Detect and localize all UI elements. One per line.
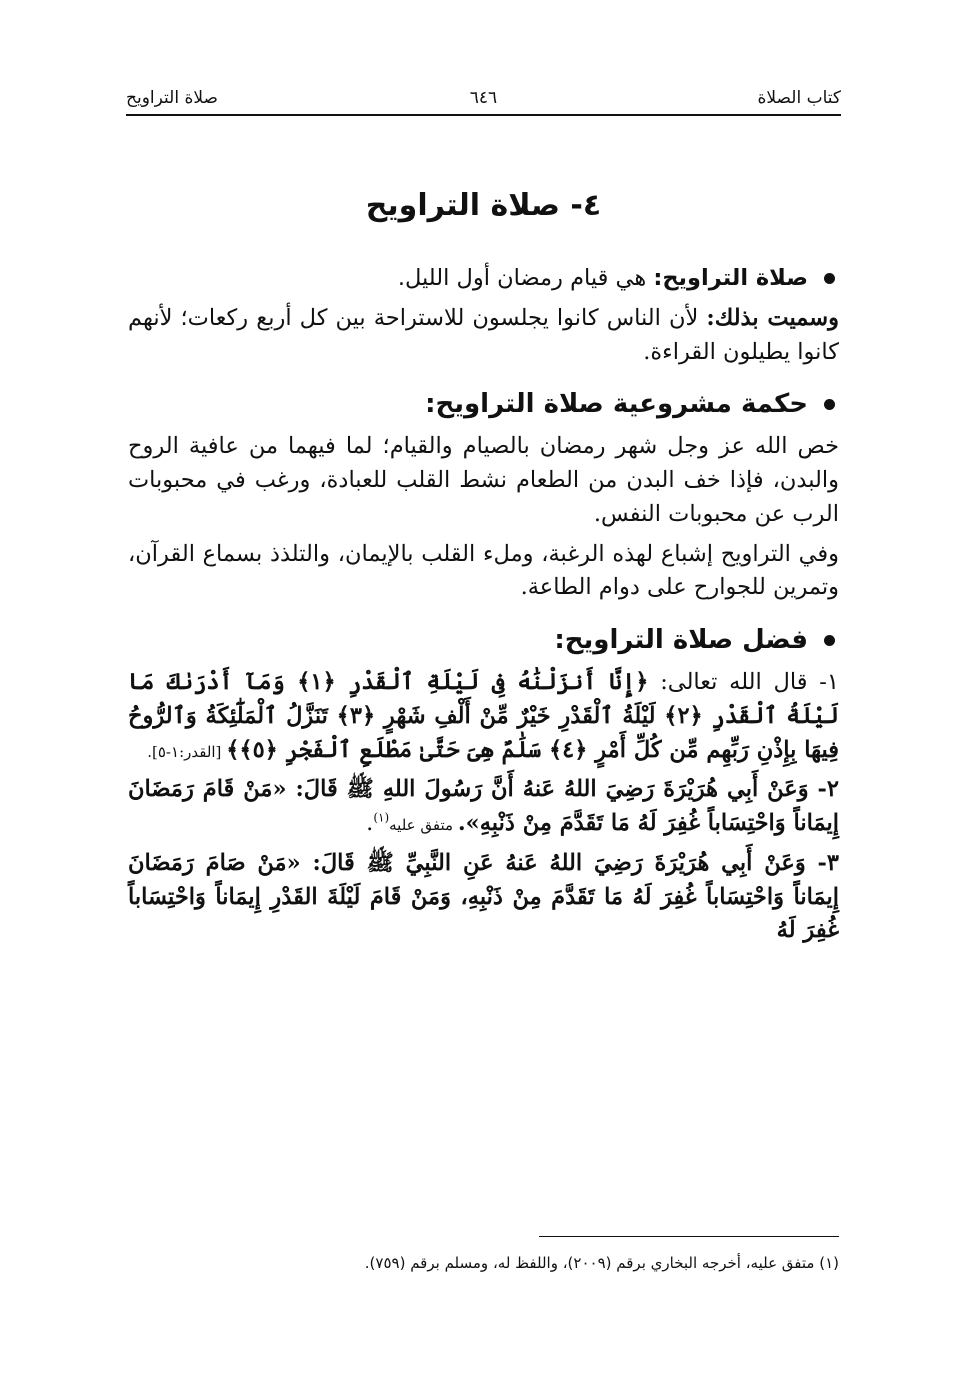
bullet-icon: [824, 399, 835, 410]
definition-line: [128, 262, 835, 296]
page-number: ٦٤٦: [469, 88, 498, 108]
book-title: كتاب الصلاة: [757, 88, 841, 108]
surah-reference: [القدر:١-٥].: [147, 742, 227, 761]
hadith-2-text: ٣- وَعَنْ أَبِي هُرَيْرَةَ رَضِيَ اللهُ عَنهُ عَنِ النَّبِيِّ ﷺ قَالَ: «مَنْ صَامَ رَمَضَانَ إِيمَاناً وَاحْتِسَاباً غُفِرَ لَهُ مَا تَقَدَّمَ مِنْ ذَنْبِهِ، وَمَنْ قَامَ لَيْلَةَ القَدْرِ إِيمَاناً وَاحْتِسَاباً غُفِرَ لَهُ: [128, 849, 839, 944]
definition-text: هي قيام رمضان أول الليل.: [397, 265, 654, 291]
wisdom-heading-line: [128, 385, 835, 424]
main-content: [128, 262, 839, 948]
footnote-divider: [539, 1236, 839, 1237]
wisdom-heading: حكمة مشروعية صلاة التراويح:: [425, 389, 808, 420]
section-title: صلاة التراويح: [126, 88, 218, 108]
hadith-1-source: متفق عليه: [389, 816, 458, 834]
virtue-item-2: ٢- وَعَنْ أَبِي هُرَيْرَةَ رَضِيَ اللهُ عَنهُ أَنَّ رَسُولَ اللهِ ﷺ قَالَ: «مَنْ قَامَ رَمَضَانَ إِيمَاناً وَاحْتِسَاباً غُفِرَ لَهُ مَا تَقَدَّمَ مِنْ ذَنْبِهِ». متفق عليه$^{(١)}$.: [128, 776, 839, 836]
virtue-heading: فضل صلاة التراويح:: [554, 625, 808, 655]
definition-label: صلاة التراويح:: [653, 265, 808, 291]
quran-verse: ﴿إِنَّا أَنزَلْنَٰهُ فِى لَيْلَةِ ٱلْقَدْرِ ﴿١﴾ وَمَآ أَدْرَىٰكَ مَا لَيْلَةُ ٱلْقَدْرِ ﴿٢﴾ لَيْلَةُ ٱلْقَدْرِ خَيْرٌ مِّنْ أَلْفِ شَهْرٍ ﴿٣﴾ تَنَزَّلُ ٱلْمَلَٰٓئِكَةُ وَٱلرُّوحُ فِيهَا بِإِذْنِ رَبِّهِم مِّن كُلِّ أَمْرٍ ﴿٤﴾ سَلَٰمٌ هِىَ حَتَّىٰ مَطْلَعِ ٱلْفَجْرِ ﴿٥﴾﴾: [128, 669, 839, 763]
running-header: [126, 84, 841, 116]
naming-paragraph: [128, 302, 839, 370]
naming-text: لأن الناس كانوا يجلسون للاستراحة بين كل أربع ركعات؛ لأنهم كانوا يطيلون القراءة.: [128, 304, 839, 365]
chapter-title: ٤- صلاة التراويح: [365, 188, 602, 223]
footnote-marker[interactable]: (١): [373, 810, 390, 825]
wisdom-paragraph-1: خص الله عز وجل شهر رمضان بالصيام والقيام؛ لما فيهما من عافية الروح والبدن، فإذا خف البدن من الطعام نشط القلب للعبادة، ورغب في محبوبات الرب عن محبوبات النفس.: [128, 433, 839, 527]
naming-label: وسميت بذلك:: [706, 304, 839, 331]
footnote: (١) متفق عليه، أخرجه البخاري برقم (٢٠٠٩)، واللفظ له، ومسلم برقم (٧٥٩).: [364, 1254, 839, 1272]
virtue-item-1: [128, 666, 839, 767]
virtue-item-3: [128, 847, 839, 948]
hadith-1-text: ٢- وَعَنْ أَبِي هُرَيْرَةَ رَضِيَ اللهُ عَنهُ أَنَّ رَسُولَ اللهِ ﷺ قَالَ: «مَنْ قَامَ رَمَضَانَ إِيمَاناً وَاحْتِسَاباً غُفِرَ لَهُ مَا تَقَدَّمَ مِنْ ذَنْبِهِ».: [128, 776, 839, 836]
virtue-heading-line: [128, 621, 835, 660]
bullet-icon: [824, 635, 835, 646]
wisdom-paragraph-2: وفي التراويح إشباع لهذه الرغبة، وملء القلب بالإيمان، والتلذذ بسماع القرآن، وتمرين للجوارح على دوام الطاعة.: [128, 540, 839, 601]
item1-prefix: ١- قال الله تعالى:: [648, 669, 839, 695]
bullet-icon: [824, 273, 835, 284]
